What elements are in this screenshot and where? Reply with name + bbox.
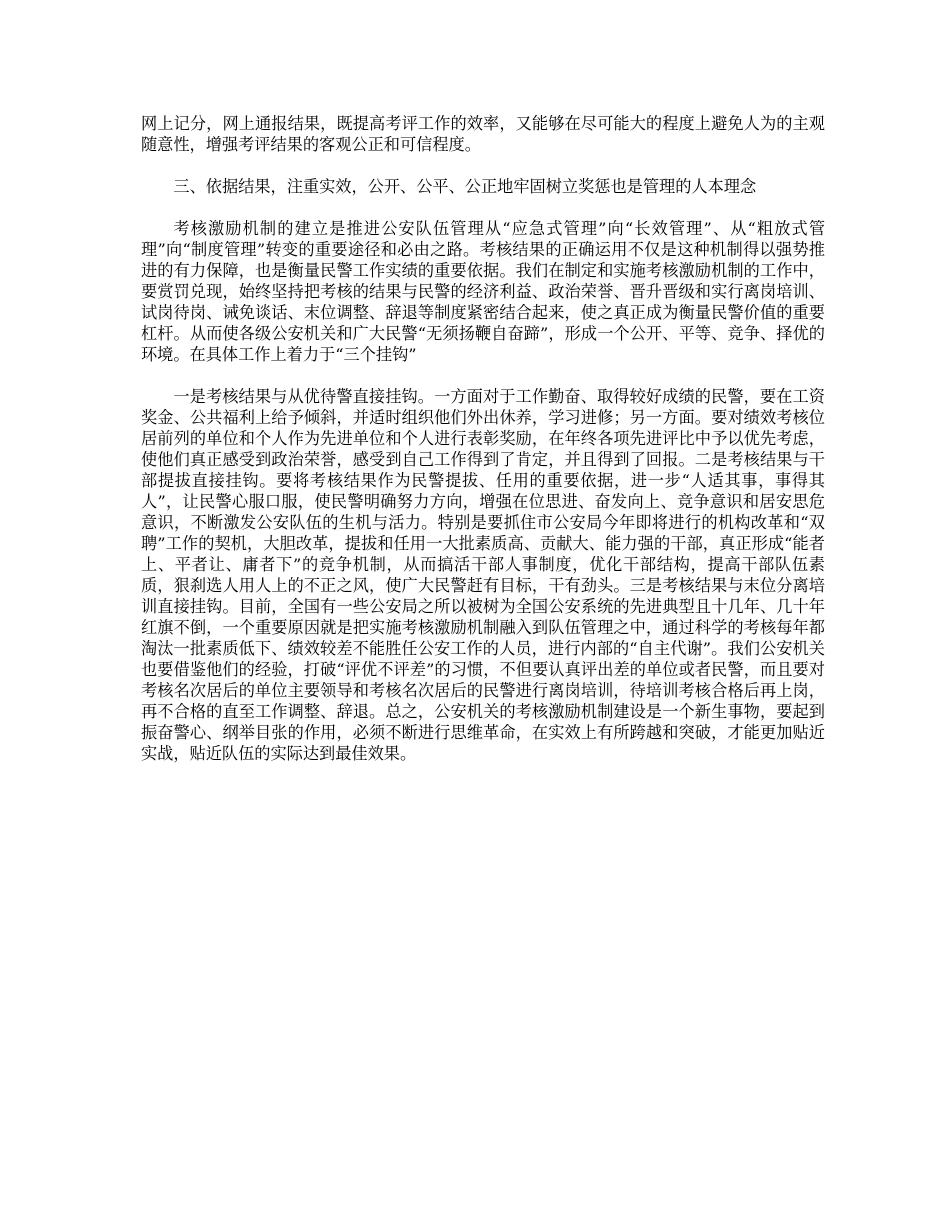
document-page (141, 113, 825, 785)
section-heading-three: 三、依据结果，注重实效，公开、公平、公正地牢固树立奖惩也是管理的人本理念 (173, 177, 757, 196)
paragraph-incentive-mechanism: 考核激励机制的建立是推进公安队伍管理从“应急式管理”向“长效管理”、从“粗放式管理”向“制度管理”转变的重要途径和必由之路。考核结果的正确运用不仅是这种机制得以强势推进的有力保障，也是衡量民警工作实绩的重要依据。我们在制定和实施考核激励机制的工作中，要赏罚兑现，始终坚持把考核的结果与民警的经济利益、政治荣誉、晋升晋级和实行离岗培训、试岗待岗、诫免谈话、末位调整、辞退等制度紧密结合起来，使之真正成为衡量民警价值的重要杠杆。从而使各级公安机关和广大民警“无须扬鞭自奋蹄”，形成一个公开、平等、竞争、择优的环境。在具体工作上着力于“三个挂钩” (141, 219, 826, 364)
paragraph-continuation: 网上记分，网上通报结果，既提高考评工作的效率，又能够在尽可能大的程度上避免人为的主观随意性，增强考评结果的客观公正和可信程度。 (141, 114, 825, 154)
paragraph-three-links: 一是考核结果与从优待警直接挂钩。一方面对于工作勤奋、取得较好成绩的民警，要在工资奖金、公共福利上给予倾斜，并适时组织他们外出休养，学习进修；另一方面。要对绩效考核位居前列的单位和个人作为先进单位和个人进行表彰奖励，在年终各项先进评比中予以优先考虑，使他们真正感受到政治荣誉，感受到自己工作得到了肯定，并且得到了回报。二是考核结果与干部提拔直接挂钩。要将考核结果作为民警提拔、任用的重要依据，进一步“人适其事，事得其人”，让民警心服口服，使民警明确努力方向，增强在位思进、奋发向上、竞争意识和居安思危意识，不断激发公安队伍的生机与活力。特别是要抓住市公安局今年即将进行的机构改革和“双聘”工作的契机，大胆改革，提拔和任用一大批素质高、贡献大、能力强的干部，真正形成“能者上、平者让、庸者下”的竞争机制，从而搞活干部人事制度，优化干部结构，提高干部队伍素质，狠刹选人用人上的不正之风，使广大民警赶有目标，干有劲头。三是考核结果与末位分离培训直接挂钩。目前，全国有一些公安局之所以被树为全国公安系统的先进典型且十几年、几十年红旗不倒，一个重要原因就是把实施考核激励机制融入到队伍管理之中，通过科学的考核每年都淘汰一批素质低下、绩效较差不能胜任公安工作的人员，进行内部的“自主代谢”。我们公安机关也要借鉴他们的经验，打破“评优不评差”的习惯，不但要认真评出差的单位或者民警，而且要对考核名次居后的单位主要领导和考核名次居后的民警进行离岗培训，待培训考核合格后再上岗，再不合格的直至工作调整、辞退。总之，公安机关的考核激励机制建设是一个新生事物，要起到振奋警心、纲举目张的作用，必须不断进行思维革命，在实效上有所跨越和突破，才能更加贴近实战，贴近队伍的实际达到最佳效果。 (141, 387, 825, 763)
